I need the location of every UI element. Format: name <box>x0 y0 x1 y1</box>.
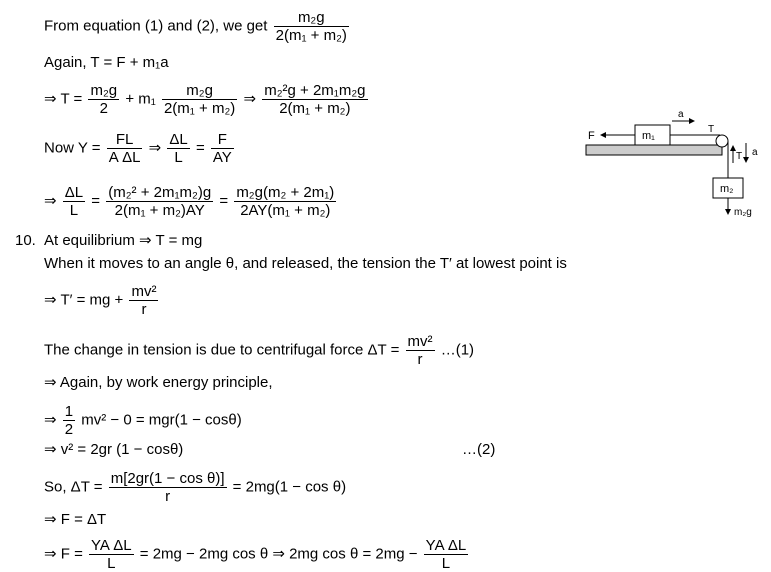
text: So, ΔT = <box>44 478 103 496</box>
derivation-line-11 <box>44 403 242 438</box>
numerator: m₂g(m₂ + 2m₁) <box>236 184 335 201</box>
derivation-line-1 <box>44 9 351 44</box>
fraction <box>129 283 158 318</box>
numerator: m₂g <box>90 82 118 99</box>
derivation-line-14 <box>44 511 106 529</box>
label-weight: m₂g <box>734 207 752 218</box>
text: Now Y = <box>44 139 101 157</box>
text: ⇒ F = <box>44 545 83 563</box>
equation-label-2 <box>462 441 495 459</box>
text: ⇒ <box>44 192 57 210</box>
text: = 2mg(1 − cos θ) <box>232 478 347 496</box>
text: From equation (1) and (2), we get <box>44 17 268 35</box>
numerator: (m₂² + 2m₁m₂)g <box>108 184 212 201</box>
text: ⇒ Again, by work energy principle, <box>44 374 273 391</box>
denominator: 2(m₁ + m₂) <box>163 100 236 117</box>
text: ⇒ <box>148 139 162 157</box>
numerator: m₂g <box>162 82 237 100</box>
text: ⇒ F = ΔT <box>44 511 107 528</box>
fraction <box>107 131 143 166</box>
derivation-line-10 <box>44 374 273 392</box>
text: ⇒ T = <box>44 90 83 108</box>
fraction <box>274 9 349 44</box>
text: = <box>195 139 205 157</box>
fraction <box>424 537 469 572</box>
denominator: 2(m₁ + m₂) <box>279 100 351 117</box>
numerator: FL <box>107 131 143 149</box>
denominator: r <box>165 488 171 505</box>
fraction <box>262 82 367 117</box>
numerator: mv² <box>407 333 433 350</box>
fraction <box>88 82 119 117</box>
denominator: r <box>417 351 423 368</box>
fraction <box>167 131 189 166</box>
label-t-side: T <box>736 151 743 162</box>
question-number <box>15 232 36 250</box>
denominator: r <box>141 301 147 318</box>
accel-side-arrowhead <box>743 157 749 163</box>
weight-arrowhead <box>725 209 731 215</box>
label-a-side: a <box>752 147 758 158</box>
text: ⇒ <box>243 90 257 108</box>
denominator: L <box>69 202 79 219</box>
derivation-line-12 <box>44 441 183 459</box>
text: When it moves to an angle θ, and released, the tension the T′ at lowest point is <box>44 255 567 272</box>
text: ⇒ <box>44 411 57 429</box>
pulley-diagram <box>580 105 765 220</box>
text: = 2mg − 2mg cos θ ⇒ 2mg cos θ = 2mg − <box>139 545 418 563</box>
fraction <box>162 82 237 117</box>
derivation-line-7 <box>44 255 567 273</box>
numerator: mv² <box>131 283 157 300</box>
fraction <box>63 403 75 438</box>
numerator: m₂²g + 2m₁m₂g <box>264 82 366 99</box>
fraction <box>234 184 336 219</box>
pulley <box>716 135 728 147</box>
label-a: a <box>678 109 684 120</box>
text: At equilibrium ⇒ T = mg <box>44 232 203 249</box>
text: Again, T = F + m₁a <box>44 54 169 71</box>
numerator: YA ΔL <box>91 537 132 554</box>
denominator: 2(m₁ + m₂)AY <box>114 202 205 219</box>
numerator: m₂g <box>274 9 349 27</box>
derivation-line-13 <box>44 470 346 505</box>
derivation-line-15 <box>44 537 470 572</box>
denominator: 2(m₁ + m₂) <box>275 27 347 44</box>
derivation-line-9 <box>44 333 474 368</box>
text: mv² − 0 = mgr(1 − cosθ) <box>81 411 242 429</box>
text: = <box>219 192 229 210</box>
denominator: AY <box>212 149 232 166</box>
derivation-line-8 <box>44 283 160 318</box>
numerator: ΔL <box>169 131 188 148</box>
fraction <box>211 131 234 166</box>
text: = <box>91 192 101 210</box>
denominator: L <box>441 555 451 572</box>
denominator: 2 <box>64 421 74 438</box>
text: The change in tension is due to centrifugal force ΔT = <box>44 341 400 359</box>
derivation-line-3 <box>44 82 370 117</box>
derivation-line-6 <box>44 232 202 250</box>
derivation-line-5 <box>44 184 338 219</box>
text: …(2) <box>462 441 496 458</box>
denominator: 2AY(m₁ + m₂) <box>240 202 331 219</box>
denominator: L <box>107 555 116 572</box>
force-f-arrowhead <box>600 132 606 138</box>
fraction <box>63 184 85 219</box>
label-t-top: T <box>708 124 715 135</box>
numerator: 1 <box>64 403 74 420</box>
denominator: 2 <box>99 100 108 117</box>
table-surface <box>586 145 722 155</box>
fraction <box>109 470 227 505</box>
numerator: m[2gr(1 − cos θ)] <box>110 470 225 487</box>
denominator: L <box>174 149 183 166</box>
text: ⇒ v² = 2gr (1 − cosθ) <box>44 441 184 458</box>
text: + m₁ <box>125 90 156 108</box>
label-f: F <box>588 130 595 142</box>
derivation-line-2 <box>44 54 169 72</box>
fraction <box>106 184 213 219</box>
derivation-line-4 <box>44 131 236 166</box>
text: ⇒ T′ = mg + <box>44 291 124 309</box>
text: …(1) <box>440 341 475 359</box>
label-m2: m₂ <box>720 183 734 195</box>
numerator: ΔL <box>64 184 84 201</box>
fraction <box>89 537 134 572</box>
fraction <box>406 333 435 368</box>
label-m1: m₁ <box>642 130 655 142</box>
accel-a-arrowhead <box>689 118 695 124</box>
number: 10. <box>15 232 36 249</box>
denominator: A ΔL <box>108 149 141 166</box>
numerator: F <box>211 131 234 149</box>
numerator: YA ΔL <box>425 537 467 554</box>
